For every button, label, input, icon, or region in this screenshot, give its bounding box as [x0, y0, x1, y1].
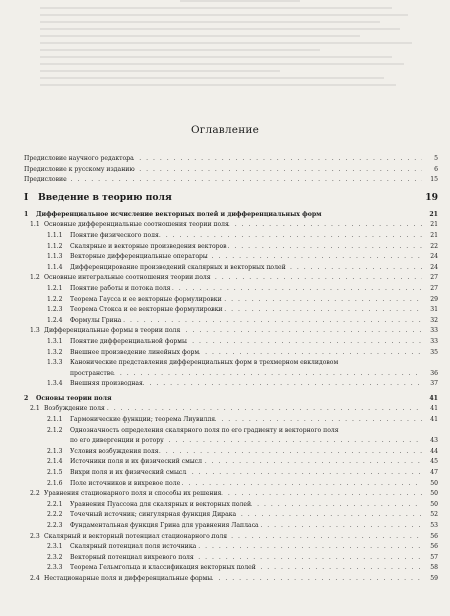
dot-leader	[152, 447, 422, 458]
toc-entry-number: 2.2.2	[47, 511, 63, 519]
toc-entry-page: 58	[430, 564, 438, 572]
toc-entry-page: 33	[430, 327, 438, 335]
toc-entry-title: пространстве	[70, 369, 114, 377]
toc-entry-title: Возбуждение поля	[44, 405, 105, 413]
toc-entry-page: 56	[430, 543, 438, 551]
toc-entry-number: 1.2.3	[47, 306, 63, 314]
toc-entry-page: 50	[430, 490, 438, 498]
toc-entry[interactable]	[24, 521, 438, 532]
toc-entry[interactable]	[24, 273, 438, 284]
table-of-contents	[24, 154, 438, 585]
toc-entry-number: 1.1.2	[47, 242, 63, 250]
toc-entry[interactable]	[24, 305, 438, 316]
dot-leader	[162, 436, 422, 447]
toc-entry-page: 33	[430, 337, 438, 345]
toc-entry-title: Нестационарные поля и дифференциальные формы	[44, 574, 213, 582]
toc-entry-label	[47, 436, 164, 447]
toc-entry-title: Источники поля и их физический смысл	[70, 458, 202, 466]
toc-entry-label	[24, 210, 322, 221]
toc-entry-page: 56	[430, 532, 438, 540]
toc-entry-title: Уравнения Пуассона для скалярных и векторных полей	[70, 500, 252, 508]
dot-leader	[178, 468, 422, 479]
dot-leader	[185, 542, 423, 553]
toc-entry-page: 47	[430, 469, 438, 477]
dot-leader	[136, 379, 422, 390]
dot-leader	[165, 284, 422, 295]
toc-entry-title: Дифференциальное исчисление векторных полей и дифференциальных форм	[36, 210, 322, 218]
toc-entry-title: Канонические представления дифференциальных форм в трехмерном евклидовом	[70, 359, 339, 367]
toc-entry-label	[47, 263, 286, 274]
toc-entry-label	[47, 500, 251, 511]
toc-entry-page: 52	[430, 511, 438, 519]
toc-entry-label	[47, 369, 114, 380]
toc-entry-page: 15	[430, 176, 438, 184]
dot-leader	[211, 295, 423, 306]
toc-entry[interactable]	[24, 532, 438, 543]
toc-entry-page: 24	[430, 263, 438, 271]
toc-entry-label	[24, 154, 134, 165]
toc-entry[interactable]	[24, 415, 438, 426]
toc-entry-number: 2.3.1	[47, 543, 63, 551]
toc-entry-number: 1.1	[30, 221, 40, 229]
toc-entry-page: 5	[434, 155, 438, 162]
toc-entry[interactable]	[24, 489, 438, 500]
toc-entry-label	[47, 563, 256, 574]
toc-entry-label	[47, 426, 339, 437]
toc-entry[interactable]	[24, 284, 438, 295]
toc-entry-number: 2.1.3	[47, 447, 63, 455]
toc-entry-page: 50	[430, 479, 438, 487]
dot-leader	[126, 154, 423, 165]
toc-entry-page: 43	[430, 437, 438, 445]
toc-entry[interactable]	[24, 252, 438, 263]
toc-entry[interactable]	[24, 394, 438, 405]
toc-entry-page: 44	[430, 447, 438, 455]
toc-entry[interactable]	[24, 457, 438, 468]
toc-entry-label	[24, 190, 172, 206]
toc-entry-page: 27	[430, 274, 438, 282]
toc-entry-number: I	[24, 191, 29, 203]
toc-entry-number: 2.1.1	[47, 416, 63, 424]
toc-entry-label	[30, 220, 229, 231]
toc-entry-page: 35	[430, 348, 438, 356]
toc-entry-label	[30, 532, 227, 543]
toc-entry-title: Дифференциальные формы в теории поля	[44, 327, 181, 335]
toc-entry-title: Внешнее произведение линейных форм	[70, 348, 200, 356]
toc-entry-title: Теорема Гельмгольца и классификация векторных полей	[70, 564, 256, 572]
dot-leader	[165, 326, 422, 337]
toc-entry-title: Понятие работы и потока поля	[70, 284, 171, 292]
toc-entry-title: Однозначность определения скалярного поля по его градиенту и векторного поля	[70, 426, 339, 434]
toc-entry[interactable]	[24, 358, 438, 369]
toc-entry-number: 1.3	[30, 327, 40, 335]
toc-entry-number: 1.2.1	[47, 284, 63, 292]
dot-leader	[175, 479, 422, 490]
toc-entry-number: 1.3.2	[47, 348, 63, 356]
toc-entry-title: Внешняя производная	[70, 380, 143, 388]
toc-entry-label	[47, 521, 259, 532]
toc-entry-label	[47, 358, 338, 369]
dot-leader	[185, 348, 423, 359]
toc-entry-label	[47, 252, 208, 263]
toc-entry-title: Точечный источник; сингулярная функция Дирака	[70, 511, 237, 519]
toc-entry[interactable]	[24, 436, 438, 447]
dot-leader	[116, 316, 422, 327]
toc-entry-title: по его дивергенции и ротору	[70, 437, 164, 445]
toc-entry-title: Гармонические функции; теорема Лиувилля	[70, 416, 216, 424]
toc-entry[interactable]	[24, 479, 438, 490]
toc-entry-page: 41	[430, 405, 438, 413]
dot-leader	[207, 489, 422, 500]
toc-entry-label	[47, 415, 215, 426]
toc-entry-title: Предисловие	[24, 176, 67, 184]
toc-entry[interactable]	[24, 190, 438, 206]
toc-entry-label	[47, 553, 194, 564]
toc-entry-label	[47, 379, 143, 390]
dot-leader	[240, 563, 422, 574]
toc-entry-label	[47, 231, 159, 242]
dot-leader	[185, 553, 423, 564]
dot-leader	[237, 500, 423, 511]
toc-entry-number: 1.2.2	[47, 295, 63, 303]
toc-entry-page: 50	[430, 500, 438, 508]
dot-leader	[191, 457, 422, 468]
toc-entry[interactable]	[24, 175, 438, 186]
toc-entry[interactable]	[24, 542, 438, 553]
toc-entry[interactable]	[24, 426, 438, 437]
toc-entry-label	[47, 542, 196, 553]
toc-entry-number: 1.1.1	[47, 231, 63, 239]
toc-entry-label	[47, 510, 236, 521]
toc-entry-title: Скалярные и векторные произведения векторов	[70, 242, 227, 250]
toc-entry[interactable]	[24, 348, 438, 359]
toc-entry-title: Понятие физического поля	[70, 231, 159, 239]
toc-entry-number: 1.2	[30, 274, 40, 282]
toc-entry-page: 31	[430, 306, 438, 314]
toc-entry-label	[47, 337, 187, 348]
toc-entry-page: 57	[430, 553, 438, 561]
toc-entry[interactable]	[24, 154, 438, 165]
toc-entry[interactable]	[24, 165, 438, 176]
toc-entry-label	[47, 348, 199, 359]
toc-entry-page: 45	[430, 458, 438, 466]
toc-entry[interactable]	[24, 242, 438, 253]
toc-entry-title: Условия возбуждения поля	[70, 447, 159, 455]
toc-entry[interactable]	[24, 316, 438, 327]
toc-entry-page: 53	[430, 522, 438, 529]
toc-entry[interactable]	[24, 295, 438, 306]
toc-entry-label	[47, 468, 186, 479]
dot-leader	[100, 404, 422, 415]
toc-entry-title: Скалярный потенциал поля источника	[70, 543, 197, 551]
toc-entry-number: 2.4	[30, 574, 40, 582]
toc-entry-page: 21	[429, 210, 438, 218]
toc-entry-title: Предисловие научного редактора	[24, 155, 134, 162]
toc-entry[interactable]	[24, 500, 438, 511]
toc-entry-title: Дифференцирование произведений скалярных и векторных полей	[70, 263, 286, 271]
toc-entry-label	[30, 326, 180, 337]
toc-entry-page: 6	[434, 165, 438, 173]
toc-entry[interactable]	[24, 404, 438, 415]
toc-entry-number: 1.1.4	[47, 263, 63, 271]
toc-entry-label	[30, 574, 212, 585]
dot-leader	[211, 305, 423, 316]
dot-leader	[126, 165, 423, 176]
toc-entry-number: 1.3.4	[47, 380, 63, 388]
toc-entry-title: Теорема Гаусса и ее векторные формулировки	[70, 295, 222, 303]
toc-entry-title: Поле источников и вихревое поле	[70, 479, 181, 487]
toc-entry-label	[47, 284, 171, 295]
toc-entry-number: 2.3	[30, 532, 40, 540]
toc-entry-label	[30, 273, 211, 284]
toc-entry-label	[47, 295, 222, 306]
toc-entry-label	[47, 316, 121, 327]
toc-entry-label	[30, 404, 105, 415]
toc-entry-page: 24	[430, 253, 438, 261]
page-title: Оглавление	[190, 124, 260, 136]
toc-entry-number: 2.3.3	[47, 564, 63, 572]
toc-entry-number: 2.1.5	[47, 469, 63, 477]
dot-leader	[113, 369, 422, 380]
toc-entry-label	[30, 489, 221, 500]
toc-entry[interactable]	[24, 574, 438, 585]
toc-entry-number: 1.3.1	[47, 337, 63, 345]
dot-leader	[220, 510, 422, 521]
show-through-text	[40, 0, 440, 118]
toc-entry[interactable]	[24, 468, 438, 479]
toc-entry-page: 37	[430, 380, 438, 388]
toc-entry[interactable]	[24, 231, 438, 242]
toc-entry-page: 29	[430, 295, 438, 303]
toc-entry-title: Введение в теорию поля	[38, 191, 172, 203]
toc-entry-title: Предисловие к русскому изданию	[24, 165, 135, 173]
toc-entry-number: 2.2.3	[47, 522, 63, 529]
toc-entry-number: 2.3.2	[47, 553, 63, 561]
toc-entry[interactable]	[24, 563, 438, 574]
toc-entry-label	[24, 175, 67, 186]
toc-entry-number: 2.2.1	[47, 500, 63, 508]
toc-entry-page: 19	[425, 191, 438, 203]
toc-entry-title: Уравнения стационарного поля и способы их решения	[44, 490, 222, 498]
dot-leader	[152, 231, 422, 242]
toc-entry-page: 59	[430, 574, 438, 582]
toc-entry-number: 2.1.6	[47, 479, 63, 487]
toc-entry-page: 36	[430, 369, 438, 377]
toc-entry-number: 2.2	[30, 490, 40, 498]
toc-entry-number: 1.3.3	[47, 359, 63, 367]
toc-entry-label	[24, 165, 135, 176]
toc-entry[interactable]	[24, 510, 438, 521]
toc-entry-page: 21	[430, 231, 438, 239]
toc-entry[interactable]	[24, 369, 438, 380]
toc-entry-title: Основы теории поля	[36, 394, 112, 402]
toc-entry[interactable]	[24, 553, 438, 564]
dot-leader	[211, 532, 423, 543]
toc-entry-title: Фундаментальная функция Грина для уравнения Лапласа	[70, 522, 259, 529]
toc-entry-number: 2.1	[30, 405, 40, 413]
dot-leader	[172, 337, 423, 348]
toc-entry-label	[47, 479, 180, 490]
dot-leader	[207, 220, 422, 231]
toc-entry-title: Скалярный и векторный потенциал стационарного поля	[44, 532, 228, 540]
toc-entry-title: Вихри поля и их физический смысл	[70, 469, 187, 477]
dot-leader	[194, 273, 422, 284]
dot-leader	[201, 415, 422, 426]
toc-entry-label	[47, 305, 223, 316]
toc-entry-label	[47, 242, 227, 253]
toc-entry-number: 2.1.4	[47, 458, 63, 466]
toc-entry-page: 27	[430, 284, 438, 292]
toc-entry-number: 1	[24, 210, 29, 218]
toc-entry-page: 21	[430, 221, 438, 229]
toc-entry-page: 22	[430, 242, 438, 250]
toc-entry-title: Векторные дифференциальные операторы	[70, 253, 208, 261]
dot-leader	[240, 521, 422, 532]
dot-leader	[191, 574, 422, 585]
dot-leader	[263, 263, 423, 274]
toc-entry-label	[47, 457, 202, 468]
toc-entry[interactable]	[24, 326, 438, 337]
toc-entry[interactable]	[24, 379, 438, 390]
dot-leader	[191, 252, 422, 263]
toc-entry-title: Основные дифференциальные соотношения теории поля	[44, 221, 229, 229]
toc-entry-page: 41	[429, 394, 438, 402]
toc-entry-title: Понятие дифференциальной формы	[70, 337, 187, 345]
toc-entry-title: Основные интегральные соотношения теории поля	[44, 274, 211, 282]
toc-entry[interactable]	[24, 337, 438, 348]
toc-entry[interactable]	[24, 263, 438, 274]
dot-leader	[64, 175, 422, 186]
toc-entry-number: 1.1.3	[47, 253, 63, 261]
toc-entry-title: Формулы Грина	[70, 316, 122, 324]
toc-entry-number: 2	[24, 394, 29, 402]
toc-entry-label	[24, 394, 112, 405]
toc-entry-number: 2.1.2	[47, 426, 63, 434]
toc-entry-number: 1.2.4	[47, 316, 63, 324]
toc-entry[interactable]	[24, 210, 438, 221]
toc-entry-page: 32	[430, 316, 438, 324]
toc-entry-title: Векторный потенциал вихревого поля	[70, 553, 194, 561]
toc-entry[interactable]	[24, 447, 438, 458]
toc-entry-label	[47, 447, 159, 458]
dot-leader	[214, 242, 422, 253]
toc-entry-page: 41	[430, 416, 438, 424]
toc-entry[interactable]	[24, 220, 438, 231]
toc-entry-title: Теорема Стокса и ее векторные формулировки	[70, 306, 223, 314]
